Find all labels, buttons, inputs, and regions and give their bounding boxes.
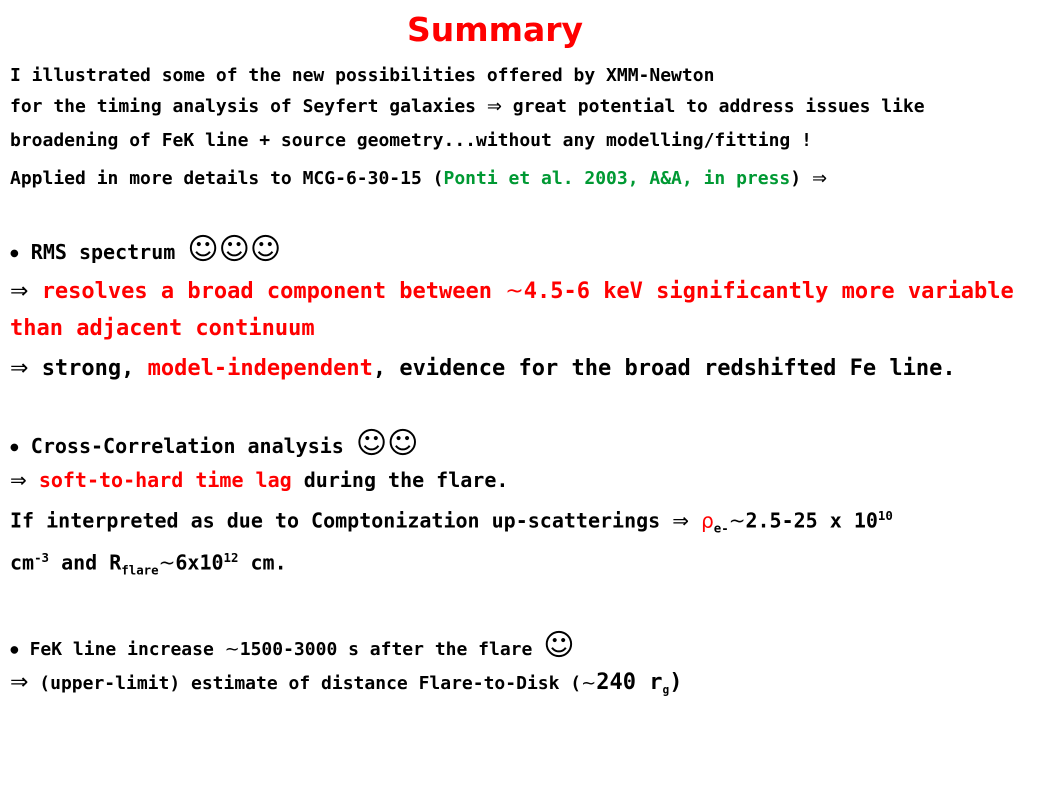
fek-text-2a: (upper-limit) estimate of distance Flare-to-Disk ( — [39, 673, 582, 694]
cc-text-3d: cm. — [250, 550, 287, 575]
reference-citation: Ponti et al. 2003, A&A, in press — [443, 168, 791, 189]
implies-arrow: ⇒ — [10, 468, 27, 492]
fek-line-1 — [10, 628, 574, 663]
exponent: 10 — [877, 508, 893, 523]
rms-text-1b: 4.5-6 keV significantly more variable — [523, 279, 1014, 304]
fek-text-2c: ) — [669, 670, 683, 695]
tilde-symbol: ~ — [158, 550, 176, 575]
rms-line-2 — [10, 316, 315, 341]
tilde-symbol: ~ — [505, 279, 524, 304]
fek-line-2 — [10, 670, 682, 697]
cc-text-3b: and R — [61, 550, 122, 575]
cc-text-1b: during the flare. — [303, 468, 509, 492]
tilde-symbol: ~ — [581, 673, 597, 694]
rms-text-2: than adjacent continuum — [10, 316, 315, 341]
cc-text-3a: cm — [10, 550, 35, 575]
rms-line-1 — [10, 279, 1014, 304]
intro-line-4 — [10, 168, 827, 189]
intro-line-2 — [10, 96, 925, 117]
rms-text-1: resolves a broad component between — [41, 279, 493, 304]
intro-text-2a: for the timing analysis of Seyfert galaxies — [10, 96, 476, 117]
intro-text-2b: great potential to address issues like — [512, 96, 925, 117]
smiley-icon: ☺☺☺ — [187, 232, 282, 267]
intro-text-3: broadening of FeK line + source geometry...without any modelling/fitting ! — [10, 130, 812, 151]
rms-heading-text: RMS spectrum — [30, 240, 176, 264]
rms-line-3 — [10, 356, 956, 381]
rms-text-3a: strong, — [41, 356, 135, 381]
rms-text-3c: , evidence for the broad redshifted Fe line. — [372, 356, 956, 381]
intro-text-1: I illustrated some of the new possibilities offered by XMM-Newton — [10, 65, 715, 86]
intro-line-3 — [10, 130, 812, 151]
rho-symbol: ρ — [701, 508, 714, 533]
rms-text-3b: model-independent — [147, 356, 373, 381]
implies-arrow: ⇒ — [486, 96, 502, 117]
implies-arrow: ⇒ — [672, 508, 690, 533]
implies-arrow: ⇒ — [10, 279, 29, 304]
cc-heading — [10, 426, 418, 461]
cc-line-3 — [10, 550, 287, 578]
cc-text-1a: soft-to-hard time lag — [38, 468, 292, 492]
tilde-symbol: ~ — [728, 508, 746, 533]
fek-text-1b: 1500-3000 s after the flare — [239, 639, 533, 660]
smiley-icon: ☺ — [543, 628, 575, 663]
cc-text-2a: If interpreted as due to Comptonization up-scatterings — [10, 508, 661, 533]
cc-text-3c: 6x10 — [175, 550, 224, 575]
tilde-symbol: ~ — [224, 639, 240, 660]
implies-arrow: ⇒ — [10, 356, 29, 381]
page-title: Summary — [406, 10, 584, 49]
fek-text-2b: 240 r — [596, 670, 663, 695]
bullet-icon: ● — [10, 442, 19, 453]
exponent: 12 — [223, 550, 239, 565]
exponent: -3 — [34, 550, 50, 565]
cc-text-2b: 2.5-25 x 10 — [745, 508, 878, 533]
bullet-icon: ● — [10, 248, 19, 259]
flare-subscript: flare — [121, 562, 159, 578]
rms-heading — [10, 232, 281, 267]
fek-text-1: FeK line increase — [29, 639, 214, 660]
g-subscript: g — [662, 683, 670, 697]
smiley-icon: ☺☺ — [355, 426, 419, 461]
intro-text-4c: ) — [790, 168, 802, 189]
implies-arrow: ⇒ — [811, 168, 828, 189]
rho-subscript: e- — [713, 520, 729, 536]
intro-text-4a: Applied in more details to MCG-6-30-15 ( — [10, 168, 444, 189]
bullet-icon: ● — [10, 644, 19, 656]
implies-arrow: ⇒ — [10, 670, 29, 695]
intro-line-1 — [10, 65, 714, 86]
cc-heading-text: Cross-Correlation analysis — [30, 434, 344, 458]
cc-line-2 — [10, 508, 893, 536]
cc-line-1 — [10, 468, 508, 492]
